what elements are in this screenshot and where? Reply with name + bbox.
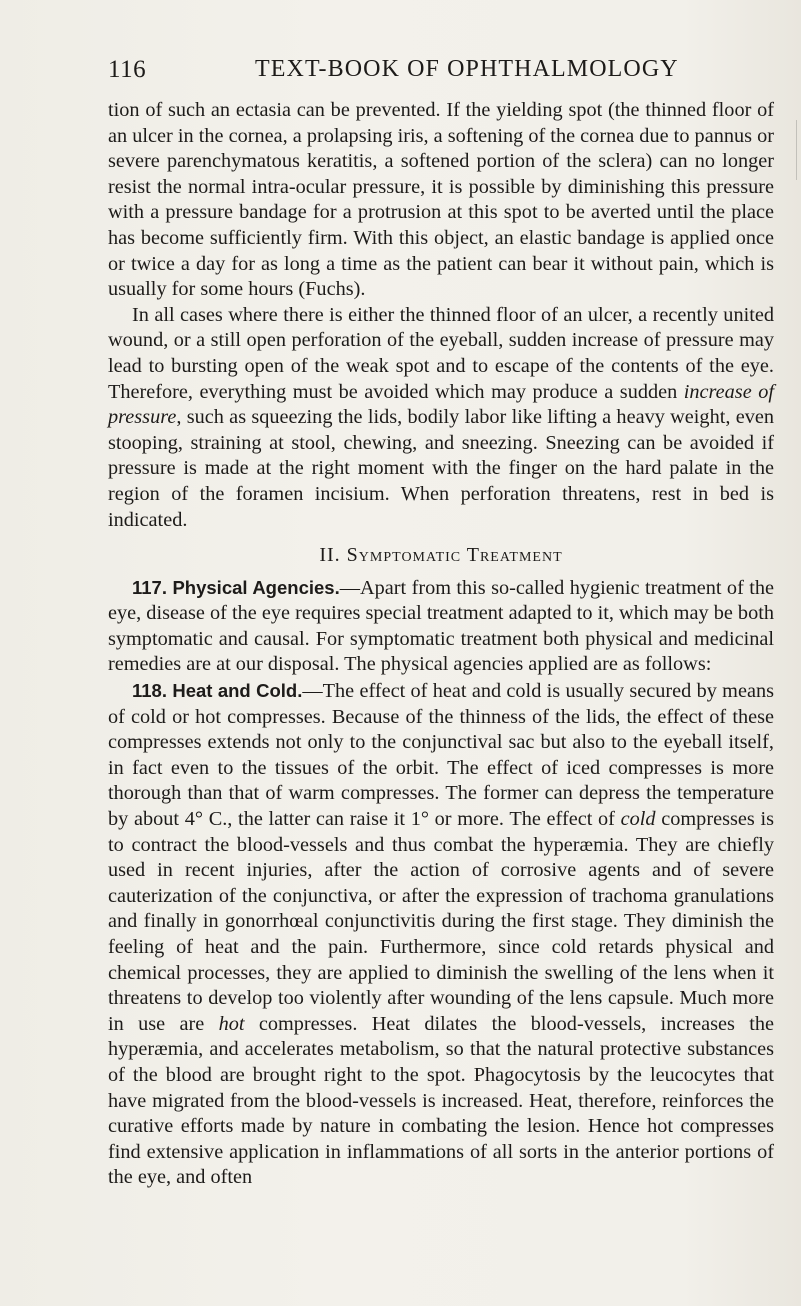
paragraph-text: , such as squeezing the lids, bodily labor like lifting a heavy weight, even stooping, straining at stool, chewing, and sneezing. Sneezing can be avoided if pressure is made at the right moment with the finger on the hard palate in the region of the foramen incisium. When perforation threatens, rest in bed is indicated. xyxy=(108,406,774,531)
paragraph-text: —Apart from this so-called hygienic treatment of the eye, disease of the eye requires special treatment adapted to it, which may be both symptomatic and causal. For symptomatic treatment both physical and medicinal remedies are at our disposal. The physical agencies applied are as follows: xyxy=(108,576,774,676)
page-header xyxy=(0,56,801,90)
paragraph-text: In all cases where there is either the thinned floor of an ulcer, a recently united wound, or a still open perforation of the eyeball, sudden increase of pressure may lead to bursting open of the weak spot and to escape of the contents of the eye. Therefore, everything must be avoided which may produce a sudden xyxy=(108,303,774,403)
emphasis-hot: hot xyxy=(218,1012,245,1035)
paragraph-text: compresses is to contract the blood-vessels and thus combat the hyperæmia. They are chiefly used in recent injuries, after the action of corrosive agents and of severe cauterization of the conjunctiva, or after the expression of trachoma granulations and finally in gonorrhœal conjunctivitis during the first stage. They diminish the feeling of heat and the pain. Furthermore, since cold retards physical and chemical processes, they are applied to diminish the swelling of the lens when it threatens to develop too violently after wounding of the lens capsule. Much more in use are xyxy=(108,808,774,1035)
paragraph-text: compresses. Heat dilates the blood-vessels, increases the hyperæmia, and accelerates metabolism, so that the natural protective substances of the blood are brought right to the spot. Phagocytosis by the leucocytes that have migrated from the blood-vessels is increased. Heat, therefore, reinforces the curative efforts made by nature in combating the lesion. Hence hot compresses find extensive application in inflammations of all sorts in the anterior portions of the eye, and often xyxy=(108,1012,774,1189)
running-head: TEXT-BOOK OF OPHTHALMOLOGY xyxy=(255,56,679,82)
section-heading: II. Symptomatic Treatment xyxy=(319,544,563,567)
paragraph-lead-118: 118. Heat and Cold. xyxy=(132,680,303,702)
paragraph-117-physical-agencies xyxy=(108,575,774,678)
page-number: 116 xyxy=(108,56,147,83)
page-edge-mark xyxy=(796,120,797,180)
paragraph-text: —The effect of heat and cold is usually secured by means of cold or hot compresses. Because of the thinness of the lids, the effect of these compresses extends not only to the conjunctival sac but also to the eyeball itself, in fact even to the tissues of the orbit. The effect of iced compresses is more thorough than that of warm compresses. The former can depress the temperature by about 4° C., the latter can raise it 1° or more. The effect of xyxy=(108,680,774,831)
body-text xyxy=(108,98,774,1191)
paragraph-lead-117: 117. Physical Agencies. xyxy=(132,576,340,598)
paragraph-118-heat-and-cold xyxy=(108,678,774,1191)
paragraph-increase-of-pressure xyxy=(108,303,774,533)
emphasis-increase-of-pressure: increase of pressure xyxy=(108,380,774,429)
emphasis-cold: cold xyxy=(620,808,656,831)
paragraph-continuation: tion of such an ectasia can be prevented. If the yielding spot (the thinned floor of an ulcer in the cornea, a prolapsing iris, a softening of the cornea due to pannus or severe parenchymatous keratitis, a softened portion of the sclera) can no longer resist the normal intra-ocular pressure, it is possible by diminishing this pressure with a pressure bandage for a protrusion at this spot to be averted until the place has become sufficiently firm. With this object, an elastic bandage is applied once or twice a day for as long a time as the patient can bear it without pain, which is usually for some hours (Fuchs). xyxy=(108,99,774,301)
